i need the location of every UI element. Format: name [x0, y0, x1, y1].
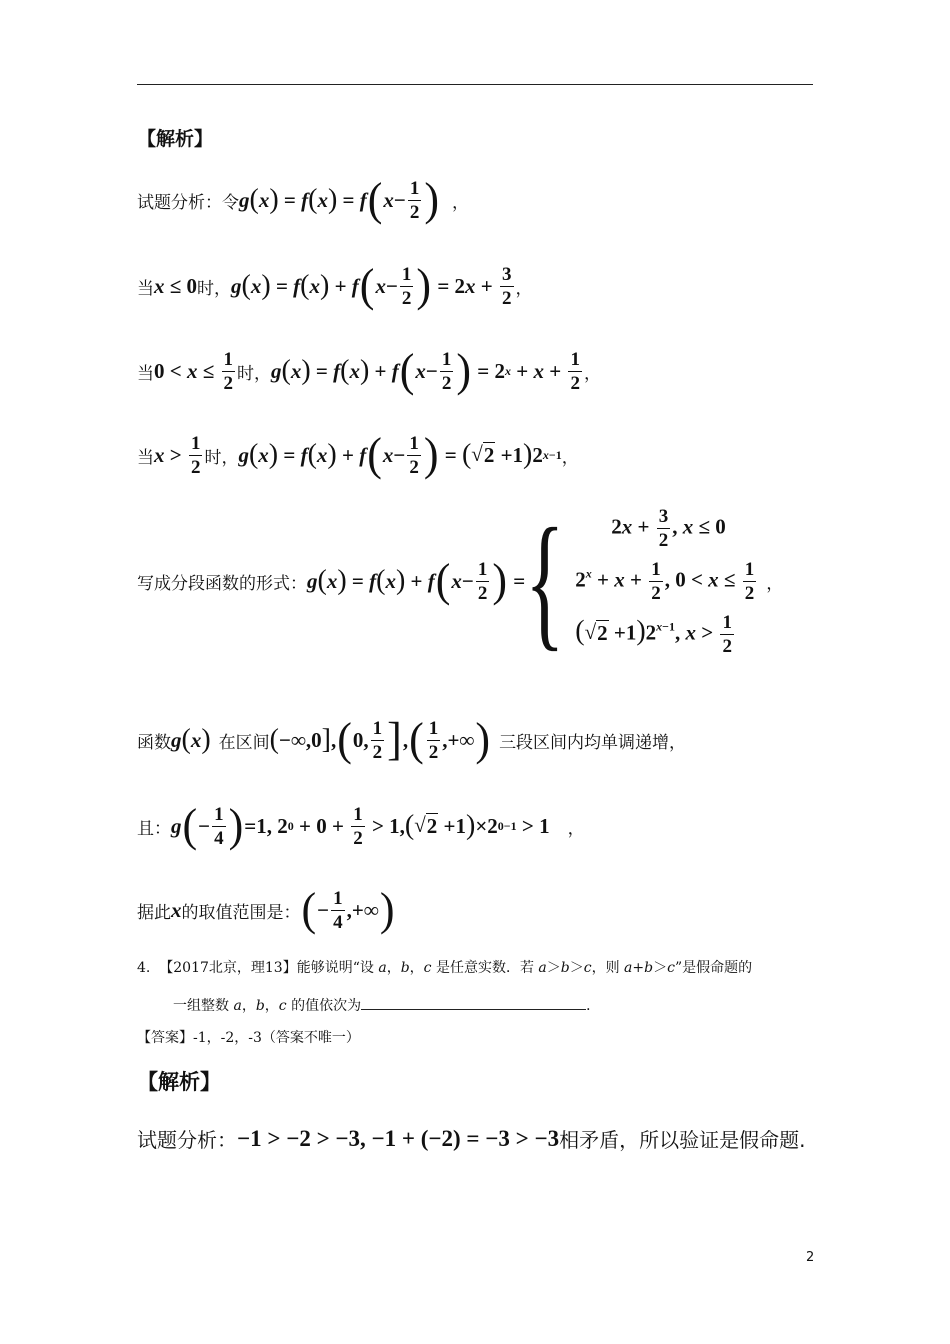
line-1-tail: ，: [452, 192, 470, 213]
section-heading: 【解析】: [137, 128, 214, 150]
line-5: 写成分段函数的形式： g ( x ) = f ( x ) + f ( x − $\frac{1}{2}$ ) = { 2x + $\frac{3}{2}$ , x ≤ 0 $2^x + x$ + $\frac{1}{2}$ , 0 < x ≤ $\frac{1}{2}$ (√ 2 $+1)2^{x-1}$, x > $\frac{1}{2}$ ，: [137, 498, 784, 664]
line-3: 当 0 < x ≤ $\frac{1}{2}$ 时， g ( x ) = f ( x ) + f ( x − $\frac{1}{2}$ ) = 2 x + x + $\frac{1}{2}$ ，: [137, 344, 601, 397]
piecewise-cases: [575, 507, 758, 656]
answer-line: 【答案】-1，-2，-3（答案不唯一）: [137, 1030, 360, 1046]
header-rule: [137, 84, 813, 85]
line-1-math: g ( x ) = f ( x ) = f ( x − $\frac{1}{2}$ ): [239, 173, 440, 226]
page-number: 2: [806, 1250, 815, 1265]
line-6-intervals: ( −∞,0 ] , ( 0, $\frac{1}{2}$ ] , ( $\frac{1}{2}$ ,+∞ ): [269, 713, 491, 766]
question-4-line-2: 一组整数 a，b，c 的值依次为 ．: [173, 995, 600, 1015]
line-7-math: g ( − $\frac{1}{4}$ ) =1, 2 0 + 0 + $\frac{1}{2}$ > 1, ( √ 2 +1 ) ×2 0−1 > 1: [171, 799, 550, 852]
line-2-math: g ( x ) = f ( x ) + f ( x − $\frac{1}{2}$ ) = 2 x + $\frac{3}{2}$: [231, 259, 512, 312]
case-1: 2x + $\frac{3}{2}$ , x ≤ 0: [611, 505, 726, 551]
line-2-cond: x ≤ 0: [154, 273, 198, 298]
line-7: 且： g ( − $\frac{1}{4}$ ) =1, 2 0 + 0 + $\frac{1}{2}$ > 1, ( √ 2 +1 ) ×2 0−1 > 1 ，: [137, 799, 585, 852]
final-math: −1 > −2 > −3, −1 + (−2) = −3 > −3: [237, 1125, 560, 1151]
line-2: 当 x ≤ 0 时， g ( x ) = f ( x ) + f ( x − $\frac{1}{2}$ ) = 2 x + $\frac{3}{2}$ ，: [137, 259, 533, 312]
line-1-label: 试题分析：令: [137, 192, 239, 213]
piecewise-brace: {: [525, 498, 565, 664]
question-4-line-1: 4. 【2017北京，理13】能够说明“设 a，b，c 是任意实数．若 a＞b＞c，则 a+b＞c”是假命题的: [137, 960, 753, 976]
line-6: 函数 g ( x ) 在区间 ( −∞,0 ] , ( 0, $\frac{1}{2}$ ] , ( $\frac{1}{2}$ ,+∞ ) 三段区间内均单调递增，: [137, 713, 687, 766]
line-1: [137, 173, 470, 226]
line-6-fn: g ( x ): [171, 724, 211, 755]
line-8: 据此 x 的取值范围是： ( − $\frac{1}{4}$ ,+∞ ): [137, 883, 395, 936]
answer-blank: [361, 995, 586, 1010]
line-3-cond: 0 < x ≤ $\frac{1}{2}$: [154, 348, 233, 394]
line-4-cond: x > $\frac{1}{2}$: [154, 432, 201, 478]
line-3-math: g ( x ) = f ( x ) + f ( x − $\frac{1}{2}$ ) = 2 x + x + $\frac{1}{2}$: [271, 344, 580, 397]
final-line: 试题分析： −1 > −2 > −3, −1 + (−2) = −3 > −3 相矛盾，所以验证是假命题.: [137, 1125, 806, 1152]
case-3: (√ 2 $+1)2^{x-1}$, x > $\frac{1}{2}$: [575, 611, 732, 657]
section-heading-2: 【解析】: [137, 1070, 221, 1094]
line-8-math: ( − $\frac{1}{4}$ ,+∞ ): [301, 883, 395, 936]
line-4-math: g ( x ) = f ( x ) + f ( x − $\frac{1}{2}$ ) = ( √ 2 +1 ) 2 x−1: [238, 428, 562, 481]
answer-value: -1，-2，-3（答案不唯一）: [193, 1030, 360, 1046]
line-4: 当 x > $\frac{1}{2}$ 时， g ( x ) = f ( x ) + f ( x − $\frac{1}{2}$ ) = ( √ 2 +1 ) 2 x−1 ，: [137, 428, 579, 481]
case-2: $2^x + x$ + $\frac{1}{2}$ , 0 < x ≤ $\frac{1}{2}$: [575, 558, 755, 604]
line-5-math: g ( x ) = f ( x ) + f ( x − $\frac{1}{2}$ ) = { 2x + $\frac{3}{2}$ , x ≤ 0 $2^x + x$ + $\frac{1}{2}$ , 0 < x ≤ $\frac{1}{2}$ (√ 2 $+1)2^{x-1}$, x > $\frac{1}{2}$: [307, 506, 758, 656]
